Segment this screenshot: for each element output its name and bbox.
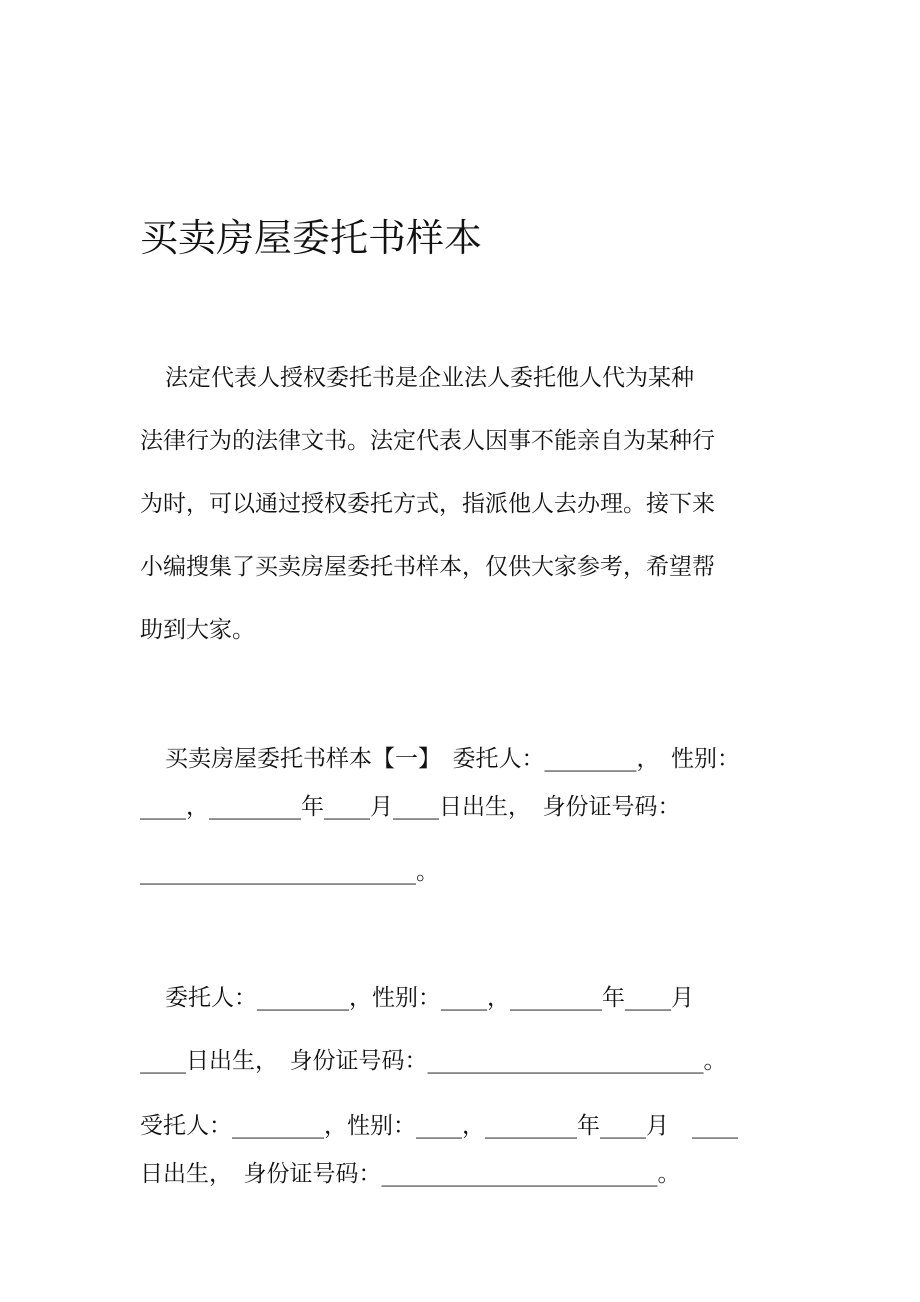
intro-line-3: 为时，可以通过授权委托方式，指派他人去办理。接下来	[140, 491, 715, 517]
intro-line-5: 助到大家。	[140, 617, 255, 643]
intro-line-1: 法定代表人授权委托书是企业法人委托他人代为某种	[165, 365, 694, 391]
intro-line-4: 小编搜集了买卖房屋委托书样本，仅供大家参考，希望帮	[140, 554, 715, 580]
agent-line-2: 日出生， 身份证号码：________________________。	[140, 1161, 681, 1187]
principal-two-line-2: ____日出生， 身份证号码：________________________。	[140, 1048, 727, 1074]
document-title: 买卖房屋委托书样本	[140, 216, 483, 260]
sample-one-line-3: ________________________。	[140, 859, 439, 885]
sample-one-line-2: ____，________年____月____日出生， 身份证号码：	[140, 794, 681, 820]
sample-one-line-1: 买卖房屋委托书样本【一】 委托人：________， 性别：	[165, 746, 740, 772]
agent-line-1: 受托人：________，性别：____，________年____月 ____	[140, 1113, 738, 1139]
intro-line-2: 法律行为的法律文书。法定代表人因事不能亲自为某种行	[140, 428, 715, 454]
principal-two-line-1: 委托人：________，性别：____，________年____月	[165, 985, 694, 1011]
